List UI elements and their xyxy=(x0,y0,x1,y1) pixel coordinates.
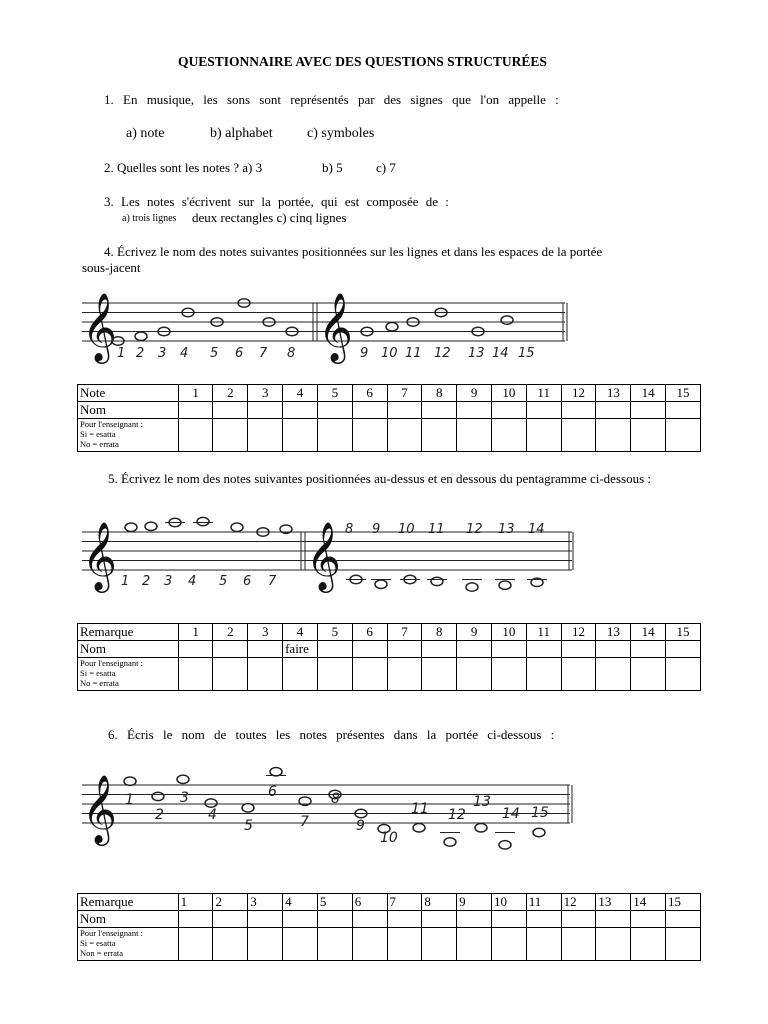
column-number: 1 xyxy=(178,385,213,402)
column-number: 5 xyxy=(317,385,352,402)
answer-table-2 xyxy=(77,623,701,691)
note-number-label: 7 xyxy=(259,346,268,361)
note-number-label: 13 xyxy=(468,346,485,361)
question-1-option-c: c) symboles xyxy=(307,126,375,141)
answer-cell[interactable] xyxy=(248,911,283,928)
whole-note xyxy=(466,583,478,591)
column-number: 8 xyxy=(422,385,457,402)
question-2-option-c: c) 7 xyxy=(376,160,396,175)
whole-note xyxy=(413,824,425,832)
whole-note xyxy=(231,523,243,531)
teacher-cell[interactable] xyxy=(213,658,248,691)
column-number: 8 xyxy=(422,894,457,911)
question-4-text: 4. Écrivez le nom des notes suivantes positionnées sur les lignes et dans les espaces de la portée xyxy=(104,244,603,259)
teacher-cell[interactable] xyxy=(596,419,631,452)
note-number-label: 13 xyxy=(498,522,515,537)
column-number: 14 xyxy=(631,894,666,911)
note-number-label: 8 xyxy=(331,791,340,807)
whole-note xyxy=(375,580,387,588)
teacher-cell[interactable] xyxy=(387,928,422,961)
teacher-cell[interactable] xyxy=(666,928,701,961)
note-number-label: 13 xyxy=(473,794,491,810)
whole-note xyxy=(501,316,513,324)
answer-cell[interactable] xyxy=(387,911,422,928)
note-number-label: 14 xyxy=(492,346,509,361)
question-1-text: 1. En musique, les sons sont représentés par des signes que l'on appelle : xyxy=(104,92,559,107)
teacher-cell[interactable] xyxy=(178,928,213,961)
answer-cell[interactable] xyxy=(491,911,526,928)
column-number: 7 xyxy=(387,894,422,911)
note-number-label: 6 xyxy=(243,574,252,589)
answer-cell[interactable] xyxy=(213,402,248,419)
answer-cell[interactable] xyxy=(422,402,457,419)
answer-cell[interactable] xyxy=(248,402,283,419)
question-3-option-a: a) trois lignes xyxy=(122,213,177,224)
whole-note xyxy=(533,828,545,836)
whole-note xyxy=(135,332,147,340)
teacher-cell[interactable] xyxy=(526,658,561,691)
column-number: 3 xyxy=(248,624,283,641)
teacher-cell[interactable] xyxy=(213,928,248,961)
row-label: Nom xyxy=(78,911,179,928)
table-header-label: Remarque xyxy=(78,624,179,641)
answer-cell[interactable] xyxy=(491,641,526,658)
column-number: 1 xyxy=(178,894,213,911)
note-number-label: 8 xyxy=(287,346,296,361)
note-number-label: 9 xyxy=(372,522,381,537)
note-number-label: 3 xyxy=(158,346,167,361)
teacher-cell[interactable] xyxy=(491,419,526,452)
teacher-cell[interactable] xyxy=(491,658,526,691)
teacher-cell[interactable] xyxy=(178,419,213,452)
column-number: 9 xyxy=(457,894,492,911)
teacher-cell[interactable] xyxy=(178,658,213,691)
answer-cell[interactable] xyxy=(283,911,318,928)
note-number-label: 12 xyxy=(448,807,466,823)
note-number-label: 14 xyxy=(528,522,545,537)
teacher-cell[interactable] xyxy=(352,419,387,452)
table-row-nom xyxy=(78,911,701,928)
table-header-row xyxy=(78,894,701,911)
answer-cell[interactable] xyxy=(457,402,492,419)
answer-cell[interactable] xyxy=(317,641,352,658)
column-number: 9 xyxy=(457,385,492,402)
table-row-teacher xyxy=(78,419,701,452)
column-number: 8 xyxy=(422,624,457,641)
column-number: 15 xyxy=(666,385,701,402)
answer-cell[interactable] xyxy=(457,641,492,658)
column-number: 12 xyxy=(561,385,596,402)
note-number-label: 7 xyxy=(268,574,277,589)
table-row-nom xyxy=(78,641,701,658)
column-number: 11 xyxy=(526,624,561,641)
column-number: 10 xyxy=(491,624,526,641)
whole-note xyxy=(125,523,137,531)
note-number-label: 12 xyxy=(434,346,451,361)
whole-note xyxy=(177,775,189,783)
answer-cell[interactable] xyxy=(317,911,352,928)
teacher-cell[interactable] xyxy=(317,658,352,691)
whole-note xyxy=(444,838,456,846)
answer-cell[interactable] xyxy=(596,911,631,928)
column-number: 13 xyxy=(596,894,631,911)
answer-cell[interactable] xyxy=(283,402,318,419)
note-number-label: 15 xyxy=(518,346,535,361)
whole-note xyxy=(431,577,443,585)
note-number-label: 6 xyxy=(268,784,277,800)
note-number-label: 12 xyxy=(466,522,483,537)
column-number: 15 xyxy=(666,624,701,641)
teacher-cell[interactable] xyxy=(561,419,596,452)
teacher-cell[interactable] xyxy=(248,419,283,452)
answer-cell[interactable] xyxy=(561,402,596,419)
answer-cell[interactable] xyxy=(666,911,701,928)
table-header-label: Note xyxy=(78,385,179,402)
answer-table-1 xyxy=(77,384,701,452)
teacher-cell[interactable] xyxy=(387,419,422,452)
question-6-text: 6. Écris le nom de toutes les notes présentes dans la portée ci-dessous : xyxy=(108,727,555,742)
answer-table-3 xyxy=(77,893,701,961)
teacher-cell[interactable] xyxy=(631,928,666,961)
column-number: 6 xyxy=(352,624,387,641)
teacher-cell[interactable] xyxy=(283,419,318,452)
table-row-teacher xyxy=(78,928,701,961)
note-number-label: 15 xyxy=(531,805,549,821)
treble-clef-icon: 𝄞 xyxy=(82,524,117,589)
table-header-row xyxy=(78,624,701,641)
answer-cell[interactable] xyxy=(561,641,596,658)
answer-cell[interactable] xyxy=(666,641,701,658)
teacher-cell[interactable] xyxy=(248,658,283,691)
answer-cell[interactable] xyxy=(526,911,561,928)
answer-cell[interactable] xyxy=(526,641,561,658)
note-number-label: 3 xyxy=(164,574,173,589)
teacher-note: Pour l'enseignant : Si = esatta No = errata xyxy=(78,419,179,452)
column-number: 11 xyxy=(526,894,561,911)
teacher-cell[interactable] xyxy=(666,419,701,452)
note-number-label: 7 xyxy=(300,814,309,830)
note-number-label: 1 xyxy=(125,792,134,808)
teacher-cell[interactable] xyxy=(457,419,492,452)
whole-note xyxy=(475,824,487,832)
table-row-teacher xyxy=(78,658,701,691)
question-1-option-a: a) note xyxy=(126,126,165,141)
note-number-label: 11 xyxy=(405,346,422,361)
treble-clef-icon: 𝄞 xyxy=(82,295,117,360)
teacher-cell[interactable] xyxy=(457,658,492,691)
note-number-label: 4 xyxy=(180,346,189,361)
question-1-option-b: b) alphabet xyxy=(210,126,273,141)
table-row-nom xyxy=(78,402,701,419)
column-number: 6 xyxy=(352,385,387,402)
note-number-label: 5 xyxy=(244,818,253,834)
column-number: 4 xyxy=(283,894,318,911)
column-number: 3 xyxy=(248,385,283,402)
answer-cell[interactable] xyxy=(422,641,457,658)
whole-note xyxy=(242,804,254,812)
whole-note xyxy=(499,841,511,849)
whole-note xyxy=(152,792,164,800)
whole-note xyxy=(386,323,398,331)
note-number-label: 2 xyxy=(155,807,164,823)
teacher-cell[interactable] xyxy=(491,928,526,961)
answer-cell[interactable]: faire xyxy=(283,641,318,658)
note-number-label: 2 xyxy=(136,346,145,361)
answer-cell[interactable] xyxy=(457,911,492,928)
column-number: 4 xyxy=(283,624,318,641)
treble-clef-icon: 𝄞 xyxy=(318,295,353,360)
answer-cell[interactable] xyxy=(596,402,631,419)
teacher-cell[interactable] xyxy=(352,928,387,961)
whole-note xyxy=(197,517,209,525)
column-number: 7 xyxy=(387,385,422,402)
note-number-label: 4 xyxy=(208,807,217,823)
column-number: 12 xyxy=(561,894,596,911)
teacher-cell[interactable] xyxy=(561,658,596,691)
teacher-cell[interactable] xyxy=(631,419,666,452)
note-number-label: 10 xyxy=(380,830,398,846)
whole-note xyxy=(124,777,136,785)
answer-cell[interactable] xyxy=(178,641,213,658)
teacher-cell[interactable] xyxy=(422,928,457,961)
note-number-label: 8 xyxy=(345,522,354,537)
note-number-label: 3 xyxy=(180,790,189,806)
treble-clef-icon: 𝄞 xyxy=(306,524,341,589)
answer-cell[interactable] xyxy=(631,641,666,658)
column-number: 2 xyxy=(213,894,248,911)
column-number: 6 xyxy=(352,894,387,911)
column-number: 10 xyxy=(491,385,526,402)
column-number: 7 xyxy=(387,624,422,641)
whole-note xyxy=(145,522,157,530)
note-number-label: 11 xyxy=(411,801,429,817)
teacher-cell[interactable] xyxy=(631,658,666,691)
note-number-label: 5 xyxy=(210,346,219,361)
teacher-cell[interactable] xyxy=(596,658,631,691)
teacher-cell[interactable] xyxy=(283,658,318,691)
note-number-label: 4 xyxy=(188,574,197,589)
answer-cell[interactable] xyxy=(352,911,387,928)
answer-cell[interactable] xyxy=(526,402,561,419)
whole-note xyxy=(205,799,217,807)
answer-cell[interactable] xyxy=(596,641,631,658)
answer-cell[interactable] xyxy=(491,402,526,419)
note-number-label: 10 xyxy=(398,522,415,537)
note-number-label: 9 xyxy=(356,818,365,834)
question-5-text: 5. Écrivez le nom des notes suivantes positionnées au-dessus et en dessous du pentagramme ci-dessous : xyxy=(108,471,651,486)
teacher-cell[interactable] xyxy=(457,928,492,961)
teacher-cell[interactable] xyxy=(317,419,352,452)
note-number-label: 1 xyxy=(121,574,130,589)
question-3-option-bc: deux rectangles c) cinq lignes xyxy=(192,210,347,225)
teacher-cell[interactable] xyxy=(422,419,457,452)
column-number: 13 xyxy=(596,624,631,641)
answer-cell[interactable] xyxy=(178,911,213,928)
note-number-label: 9 xyxy=(360,346,369,361)
answer-cell[interactable] xyxy=(631,911,666,928)
table-header-label: Remarque xyxy=(78,894,179,911)
answer-cell[interactable] xyxy=(213,911,248,928)
answer-cell[interactable] xyxy=(422,911,457,928)
answer-cell[interactable] xyxy=(317,402,352,419)
answer-cell[interactable] xyxy=(631,402,666,419)
column-number: 15 xyxy=(666,894,701,911)
treble-clef-icon: 𝄞 xyxy=(82,777,117,842)
whole-note xyxy=(499,581,511,589)
note-number-label: 10 xyxy=(381,346,398,361)
teacher-note: Pour l'enseignant : Si = esatta No = errata xyxy=(78,658,179,691)
question-4-text-cont: sous-jacent xyxy=(82,260,141,275)
teacher-cell[interactable] xyxy=(352,658,387,691)
note-number-label: 1 xyxy=(117,346,126,361)
column-number: 4 xyxy=(283,385,318,402)
note-number-label: 14 xyxy=(502,806,520,822)
row-label: Nom xyxy=(78,402,179,419)
question-3-text: 3. Les notes s'écrivent sur la portée, qui est composée de : xyxy=(104,194,449,209)
column-number: 10 xyxy=(491,894,526,911)
column-number: 11 xyxy=(526,385,561,402)
page-title: QUESTIONNAIRE AVEC DES QUESTIONS STRUCTURÉES xyxy=(178,54,547,69)
teacher-cell[interactable] xyxy=(561,928,596,961)
answer-cell[interactable] xyxy=(248,641,283,658)
teacher-cell[interactable] xyxy=(526,928,561,961)
whole-note xyxy=(270,768,282,776)
column-number: 13 xyxy=(596,385,631,402)
column-number: 9 xyxy=(457,624,492,641)
note-number-label: 5 xyxy=(219,574,228,589)
teacher-note: Pour l'enseignant : Si = esatta Non = errata xyxy=(78,928,179,961)
teacher-cell[interactable] xyxy=(526,419,561,452)
column-number: 2 xyxy=(213,624,248,641)
column-number: 3 xyxy=(248,894,283,911)
column-number: 1 xyxy=(178,624,213,641)
column-number: 14 xyxy=(631,624,666,641)
note-number-label: 2 xyxy=(142,574,151,589)
answer-cell[interactable] xyxy=(352,641,387,658)
answer-cell[interactable] xyxy=(561,911,596,928)
teacher-cell[interactable] xyxy=(387,658,422,691)
answer-cell[interactable] xyxy=(352,402,387,419)
teacher-cell[interactable] xyxy=(596,928,631,961)
question-2-text: 2. Quelles sont les notes ? a) 3 xyxy=(104,160,263,175)
answer-cell[interactable] xyxy=(387,402,422,419)
teacher-cell[interactable] xyxy=(666,658,701,691)
answer-cell[interactable] xyxy=(213,641,248,658)
column-number: 5 xyxy=(317,894,352,911)
column-number: 2 xyxy=(213,385,248,402)
teacher-cell[interactable] xyxy=(248,928,283,961)
teacher-cell[interactable] xyxy=(213,419,248,452)
answer-cell[interactable] xyxy=(387,641,422,658)
answer-cell[interactable] xyxy=(178,402,213,419)
column-number: 14 xyxy=(631,385,666,402)
answer-cell[interactable] xyxy=(666,402,701,419)
column-number: 5 xyxy=(317,624,352,641)
note-number-label: 6 xyxy=(235,346,244,361)
note-number-label: 11 xyxy=(428,522,445,537)
teacher-cell[interactable] xyxy=(317,928,352,961)
column-number: 12 xyxy=(561,624,596,641)
teacher-cell[interactable] xyxy=(283,928,318,961)
teacher-cell[interactable] xyxy=(422,658,457,691)
row-label: Nom xyxy=(78,641,179,658)
question-2-option-b: b) 5 xyxy=(322,160,343,175)
table-header-row xyxy=(78,385,701,402)
